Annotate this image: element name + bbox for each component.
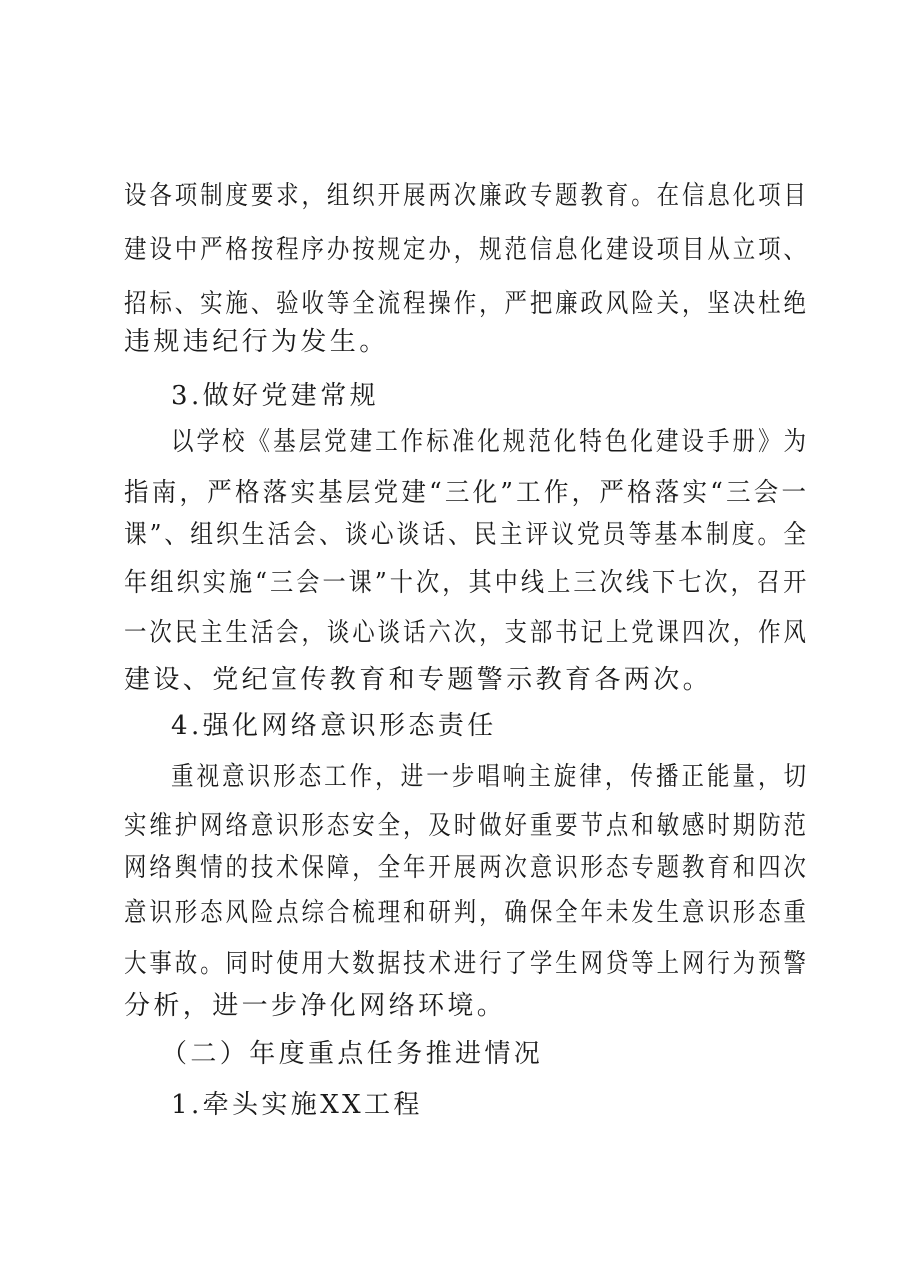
section-heading: 3.做好党建常规 (171, 381, 380, 411)
body-text-line: 网络舆情的技术保障，全年开展两次意识形态专题教育和四次 (124, 853, 809, 883)
body-text-line: 一次民主生活会，谈心谈话六次，支部书记上党课四次，作风 (124, 618, 809, 648)
section-heading: 1.牵头实施XX工程 (171, 1090, 423, 1120)
body-text-line: 建设、党纪宣传教育和专题警示教育各两次。 (124, 665, 713, 695)
body-text-line: 招标、实施、验收等全流程操作，严把廉政风险关，坚决杜绝 (124, 289, 809, 319)
body-text-line: 大事故。同时使用大数据技术进行了学生网贷等上网行为预警 (124, 949, 809, 979)
paragraph-first-line: 以学校《基层党建工作标准化规范化特色化建设手册》为 (171, 427, 809, 457)
section-heading: 4.强化网络意识形态责任 (171, 711, 497, 741)
body-text-line: 年组织实施“三会一课”十次，其中线上三次线下七次，召开 (124, 568, 810, 598)
body-text-line: 指南，严格落实基层党建“三化”工作，严格落实“三会一 (124, 478, 810, 508)
body-text-line: 意识形态风险点综合梳理和研判，确保全年未发生意识形态重 (124, 898, 809, 928)
paragraph-first-line: 重视意识形态工作，进一步唱响主旋律，传播正能量，切 (171, 762, 809, 792)
body-text-line: 实维护网络意识形态安全，及时做好重要节点和敏感时期防范 (124, 811, 809, 841)
body-text-line: 分析，进一步净化网络环境。 (124, 991, 507, 1021)
subsection-heading: （二）年度重点任务推进情况 (161, 1039, 544, 1069)
body-text-line: 设各项制度要求，组织开展两次廉政专题教育。在信息化项目 (124, 181, 809, 211)
body-text-line: 建设中严格按程序办按规定办，规范信息化建设项目从立项、 (124, 235, 809, 265)
body-text-line: 课”、组织生活会、谈心谈话、民主评议党员等基本制度。全 (124, 520, 810, 550)
body-text-line: 违规违纪行为发生。 (124, 327, 389, 357)
